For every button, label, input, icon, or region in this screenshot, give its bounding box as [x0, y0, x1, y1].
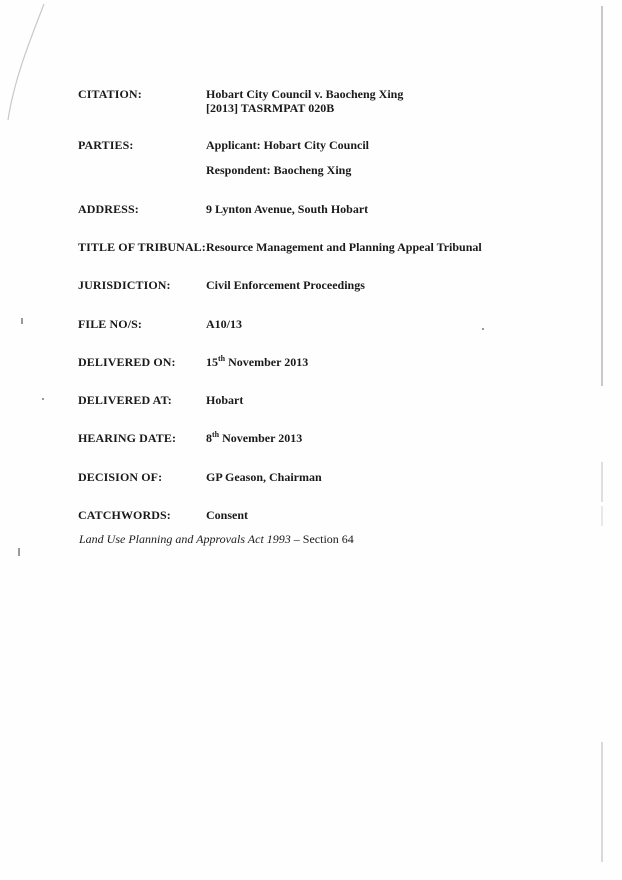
date-ordinal: th: [212, 430, 220, 439]
date-ordinal: th: [218, 354, 226, 363]
scan-dot-2: [42, 398, 44, 400]
field-label: JURISDICTION:: [78, 278, 171, 292]
scan-edge-lower: [601, 506, 603, 526]
field-label: TITLE OF TRIBUNAL:: [78, 240, 206, 254]
delivered-on-value: [206, 355, 308, 369]
scan-dot-1: [21, 318, 23, 324]
tribunal-value: Resource Management and Planning Appeal Tribunal: [206, 240, 482, 254]
jurisdiction-value: Civil Enforcement Proceedings: [206, 278, 365, 292]
catchwords-value: Consent: [206, 508, 249, 522]
date-day: 8: [206, 431, 212, 445]
decision-of-value: GP Geason, Chairman: [206, 470, 322, 484]
scan-edge-top: [601, 6, 603, 386]
scan-edge-bottom: [601, 742, 603, 862]
statute-section: – Section 64: [290, 532, 354, 546]
date-day: 15: [206, 355, 218, 369]
address-value: 9 Lynton Avenue, South Hobart: [206, 202, 369, 216]
field-label: CITATION:: [78, 87, 142, 101]
citation-reference: [2013] TASRMPAT 020B: [206, 101, 335, 115]
catchwords-statute: [79, 532, 354, 547]
citation-title: Hobart City Council v. Baocheng Xing: [206, 87, 404, 101]
field-label: HEARING DATE:: [78, 431, 177, 445]
scan-edge-middle: [601, 462, 603, 502]
scan-dot-3: [18, 548, 20, 556]
respondent-value: Respondent: Baocheng Xing: [206, 163, 352, 177]
field-label: ADDRESS:: [78, 202, 139, 216]
field-label: DELIVERED ON:: [78, 355, 176, 369]
field-label: DELIVERED AT:: [78, 393, 172, 407]
statute-act: Land Use Planning and Approvals Act 1993: [79, 532, 291, 546]
field-label: PARTIES:: [78, 138, 134, 152]
date-rest: November 2013: [225, 355, 309, 369]
field-label: FILE NO/S:: [78, 317, 143, 331]
hearing-date-value: [206, 431, 302, 445]
delivered-at-value: Hobart: [206, 393, 244, 407]
date-rest: November 2013: [219, 431, 303, 445]
field-label: CATCHWORDS:: [78, 508, 171, 522]
file-no-value: A10/13: [206, 317, 242, 331]
applicant-value: Applicant: Hobart City Council: [206, 138, 370, 152]
scan-streak: [0, 0, 60, 140]
field-value: [206, 87, 403, 115]
field-label: DECISION OF:: [78, 470, 163, 484]
scan-dot-4: [482, 328, 484, 330]
